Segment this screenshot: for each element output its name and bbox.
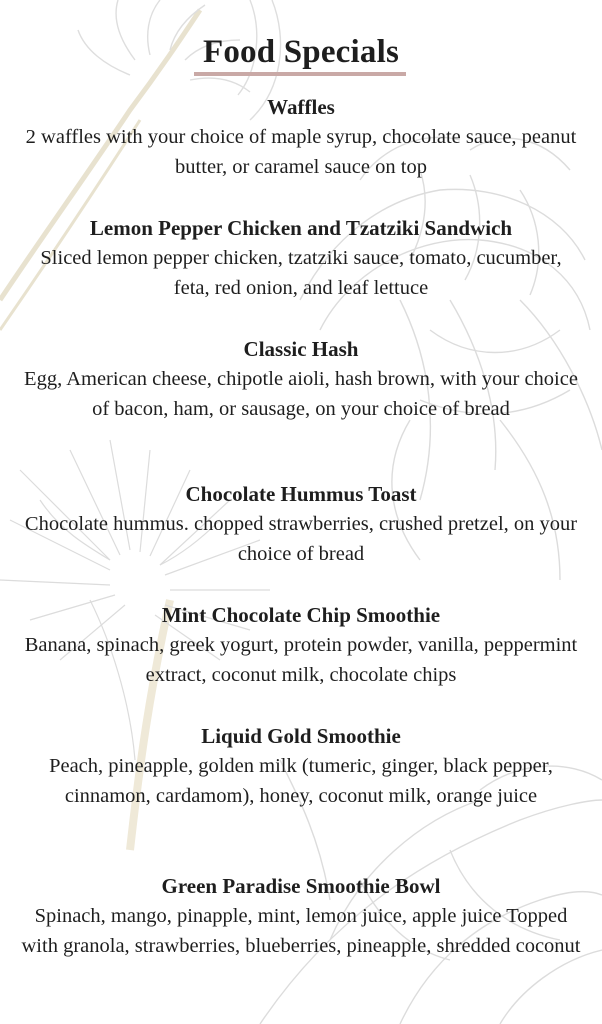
menu-item-name: Chocolate Hummus Toast bbox=[185, 482, 417, 506]
menu-item-description: Chocolate hummus. chopped strawberries, crushed pretzel, on your choice of bread bbox=[24, 513, 578, 565]
menu-item-name: Waffles bbox=[267, 95, 335, 119]
title-underline bbox=[194, 72, 406, 76]
menu-item-name: Classic Hash bbox=[243, 337, 359, 361]
menu-item-description: Egg, American cheese, chipotle aioli, hash brown, with your choice of bacon, ham, or sausage, on your choice of bread bbox=[24, 368, 578, 420]
menu-item-chocolate-hummus-toast bbox=[20, 479, 582, 569]
menu-item-name: Mint Chocolate Chip Smoothie bbox=[161, 603, 441, 627]
menu-item-description: Banana, spinach, greek yogurt, protein powder, vanilla, peppermint extract, coconut milk, chocolate chips bbox=[24, 634, 578, 686]
menu-item-description: Sliced lemon pepper chicken, tzatziki sauce, tomato, cucumber, feta, red onion, and leaf lettuce bbox=[40, 247, 562, 299]
page-title: Food Specials bbox=[202, 34, 400, 70]
menu-item-waffles bbox=[20, 92, 582, 182]
menu-item-description: Peach, pineapple, golden milk (tumeric, ginger, black pepper, cinnamon, cardamom), honey, coconut milk, orange juice bbox=[49, 755, 553, 807]
menu-item-lemon-pepper-sandwich bbox=[20, 213, 582, 303]
menu-item-description: 2 waffles with your choice of maple syrup, chocolate sauce, peanut butter, or caramel sauce on top bbox=[25, 126, 577, 178]
menu-item-classic-hash bbox=[20, 334, 582, 424]
menu-item-liquid-gold-smoothie bbox=[20, 721, 582, 811]
menu-item-name: Lemon Pepper Chicken and Tzatziki Sandwich bbox=[89, 216, 513, 240]
menu-item-name: Green Paradise Smoothie Bowl bbox=[161, 874, 441, 898]
menu-item-mint-chip-smoothie bbox=[20, 600, 582, 690]
menu-item-description: Spinach, mango, pinapple, mint, lemon juice, apple juice Topped with granola, strawberries, blueberries, pineapple, shredded coconut bbox=[21, 905, 581, 957]
menu-item-name: Liquid Gold Smoothie bbox=[201, 724, 401, 748]
menu-item-green-paradise-bowl bbox=[20, 871, 582, 961]
